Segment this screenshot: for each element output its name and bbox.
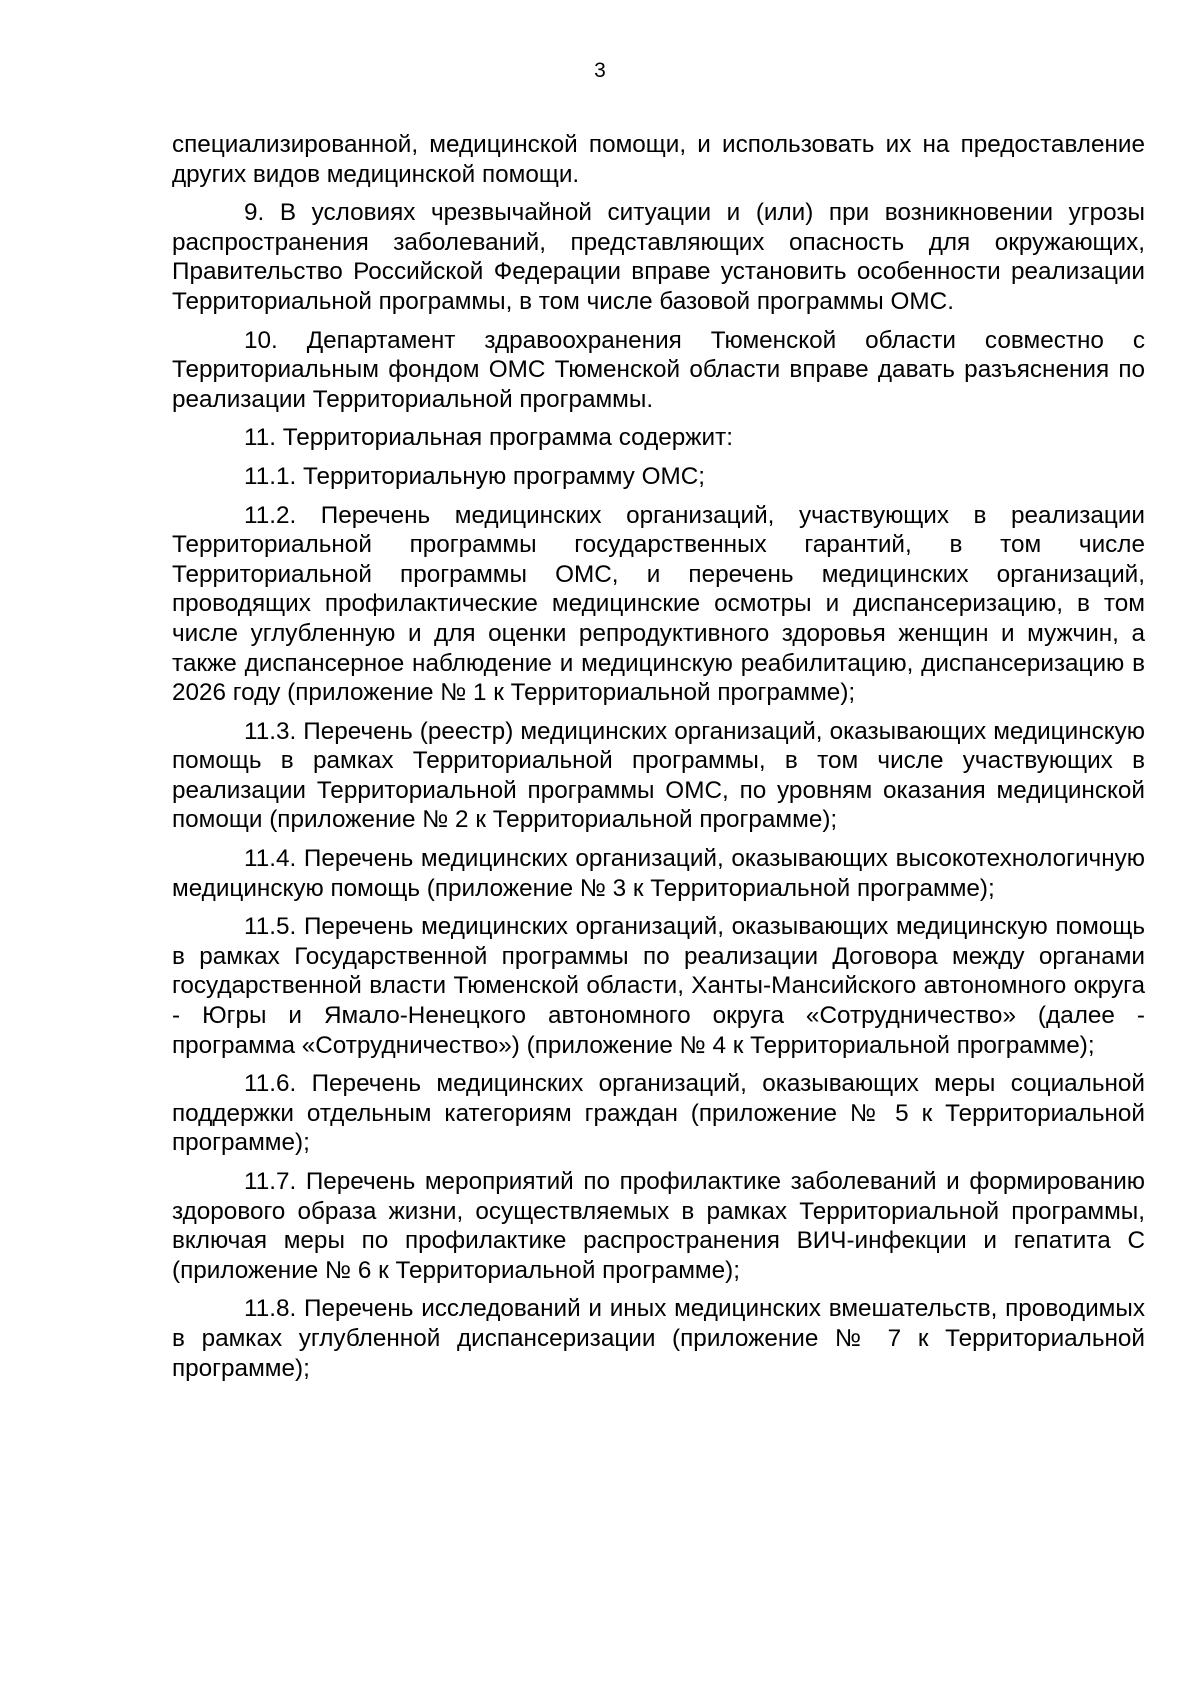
- paragraph-11-2: 11.2. Перечень медицинских организаций, участвующих в реализации Территориальной программы государственных гарантий, в том числе Территориальной программы ОМС, и перечень медицинских организаций, проводящих профилактические медицинские осмотры и диспансеризацию, в том числе углубленную и для оценки репродуктивного здоровья женщин и мужчин, а также диспансерное наблюдение и медицинскую реабилитацию, диспансеризацию в 2026 году (приложение № 1 к Территориальной программе);: [172, 501, 1145, 707]
- paragraph-11-3: 11.3. Перечень (реестр) медицинских организаций, оказывающих медицинскую помощь в рамках Территориальной программы, в том числе участвующих в реализации Территориальной программы ОМС, по уровням оказания медицинской помощи (приложение № 2 к Территориальной программе);: [172, 717, 1145, 834]
- paragraph-11-5: 11.5. Перечень медицинских организаций, оказывающих медицинскую помощь в рамках Государственной программы по реализации Договора между органами государственной власти Тюменской области, Ханты-Мансийского автономного округа - Югры и Ямало-Ненецкого автономного округа «Сотрудничество» (далее - программа «Сотрудничество») (приложение № 4 к Территориальной программе);: [172, 913, 1145, 1059]
- paragraph-11-7: 11.7. Перечень мероприятий по профилактике заболеваний и формированию здорового образа жизни, осуществляемых в рамках Территориальной программы, включая меры по профилактике распространения ВИЧ-инфекции и гепатита С (приложение № 6 к Территориальной программе);: [172, 1168, 1145, 1284]
- paragraph-continuation: специализированной, медицинской помощи, и использовать их на предоставление других видов медицинской помощи.: [172, 131, 1145, 188]
- paragraph-11-6: 11.6. Перечень медицинских организаций, оказывающих меры социальной поддержки отдельным категориям граждан (приложение № 5 к Территориальной программе);: [172, 1070, 1145, 1157]
- paragraph-11: 11. Территориальная программа содержит:: [244, 424, 733, 452]
- paragraph-11-1: 11.1. Территориальную программу ОМС;: [244, 462, 705, 490]
- paragraph-11-8: 11.8. Перечень исследований и иных медицинских вмешательств, проводимых в рамках углубленной диспансеризации (приложение № 7 к Территориальной программе);: [172, 1295, 1145, 1382]
- paragraph-10: 10. Департамент здравоохранения Тюменской области совместно с Территориальным фондом ОМС Тюменской области вправе давать разъяснения по реализации Территориальной программы.: [172, 326, 1145, 413]
- document-body: [172, 130, 1145, 1392]
- paragraph-9: 9. В условиях чрезвычайной ситуации и (или) при возникновении угрозы распространения заболеваний, представляющих опасность для окружающих, Правительство Российской Федерации вправе установить особенности реализации Территориальной программы, в том числе базовой программы ОМС.: [172, 199, 1145, 315]
- paragraph-11-4: 11.4. Перечень медицинских организаций, оказывающих высокотехнологичную медицинскую помощь (приложение № 3 к Территориальной программе);: [172, 845, 1145, 902]
- page-number: 3: [594, 59, 606, 82]
